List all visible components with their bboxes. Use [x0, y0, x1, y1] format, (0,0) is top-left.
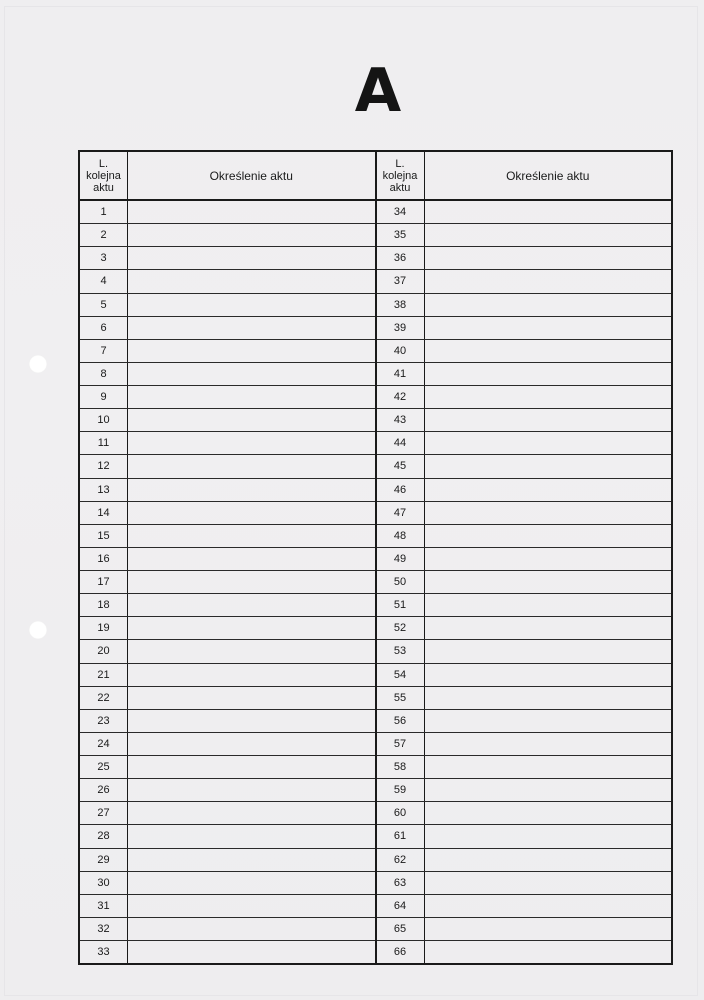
entry-number-cell	[80, 409, 128, 431]
entry-number-cell	[80, 479, 128, 501]
entry-description-field[interactable]	[425, 479, 672, 501]
table-row	[80, 317, 375, 340]
entry-description-field[interactable]	[425, 664, 672, 686]
header-description-cell	[425, 152, 672, 199]
entry-description-field[interactable]	[425, 895, 672, 917]
entry-number: 58	[393, 761, 407, 774]
entry-number-cell	[377, 363, 425, 385]
entry-number: 44	[393, 437, 407, 450]
table-row	[80, 918, 375, 941]
entry-number-cell	[377, 825, 425, 847]
entry-number-cell	[377, 802, 425, 824]
rows-left	[80, 201, 375, 963]
table-row	[80, 525, 375, 548]
table-row	[377, 872, 672, 895]
entry-number-cell	[377, 756, 425, 778]
entry-number: 25	[97, 761, 110, 774]
entry-number: 64	[393, 899, 407, 912]
register-left-half	[80, 152, 377, 963]
entry-description-field[interactable]	[425, 594, 672, 616]
entry-number: 66	[393, 946, 407, 959]
entry-number-cell	[377, 224, 425, 246]
table-row	[80, 779, 375, 802]
entry-description-field[interactable]	[425, 872, 672, 894]
entry-number: 59	[393, 784, 407, 797]
entry-number: 56	[393, 714, 407, 727]
entry-number-cell	[80, 224, 128, 246]
entry-number-cell	[377, 640, 425, 662]
entry-number-cell	[377, 479, 425, 501]
entry-number-cell	[80, 872, 128, 894]
entry-description-field[interactable]	[425, 502, 672, 524]
entry-number: 12	[97, 460, 110, 473]
table-row	[377, 270, 672, 293]
entry-description-field[interactable]	[425, 825, 672, 847]
header-description-cell	[128, 152, 375, 199]
entry-description-field[interactable]	[425, 455, 672, 477]
entry-description-field[interactable]	[128, 363, 375, 385]
entry-number: 48	[393, 529, 407, 542]
entry-number-cell	[80, 802, 128, 824]
entry-number-cell	[80, 340, 128, 362]
entry-description-field[interactable]	[425, 687, 672, 709]
table-row	[377, 756, 672, 779]
entry-description-field[interactable]	[128, 941, 375, 963]
table-row	[377, 340, 672, 363]
entry-number-cell	[377, 548, 425, 570]
entry-description-field[interactable]	[128, 872, 375, 894]
table-row	[80, 386, 375, 409]
entry-number: 33	[97, 946, 110, 959]
entry-description-field[interactable]	[425, 340, 672, 362]
entry-number: 16	[97, 552, 110, 565]
table-row	[80, 247, 375, 270]
entry-description-field[interactable]	[425, 363, 672, 385]
entry-description-field[interactable]	[425, 756, 672, 778]
entry-number-cell	[377, 340, 425, 362]
table-row	[80, 687, 375, 710]
table-row	[377, 247, 672, 270]
entry-number-cell	[377, 201, 425, 223]
entry-description-field[interactable]	[425, 779, 672, 801]
table-row	[377, 201, 672, 224]
header-row-right	[377, 152, 672, 201]
entry-number-cell	[377, 941, 425, 963]
entry-number-cell	[377, 687, 425, 709]
entry-description-field[interactable]	[128, 224, 375, 246]
header-row-left	[80, 152, 375, 201]
table-row	[377, 895, 672, 918]
register-right-half	[377, 152, 672, 963]
entry-number-cell	[80, 432, 128, 454]
entry-description-field[interactable]	[128, 664, 375, 686]
entry-number: 29	[97, 853, 110, 866]
entry-description-field[interactable]	[425, 386, 672, 408]
entry-number: 28	[97, 830, 110, 843]
entry-description-field[interactable]	[425, 317, 672, 339]
entry-number: 8	[100, 367, 107, 380]
entry-description-field[interactable]	[128, 825, 375, 847]
table-row	[377, 502, 672, 525]
table-row	[377, 432, 672, 455]
table-row	[377, 941, 672, 963]
entry-number: 7	[100, 344, 107, 357]
entry-number-cell	[80, 918, 128, 940]
entry-number-cell	[80, 525, 128, 547]
entry-number: 38	[393, 298, 407, 311]
entry-number: 18	[97, 599, 110, 612]
entry-number: 6	[100, 321, 107, 334]
entry-number: 32	[97, 922, 110, 935]
entry-number: 23	[97, 714, 110, 727]
table-row	[377, 294, 672, 317]
table-row	[377, 525, 672, 548]
entry-description-field[interactable]	[128, 455, 375, 477]
entry-number: 49	[393, 552, 407, 565]
entry-number-cell	[80, 386, 128, 408]
table-row	[377, 571, 672, 594]
entry-number-cell	[80, 687, 128, 709]
entry-number-cell	[377, 918, 425, 940]
entry-number: 4	[100, 275, 107, 288]
entry-description-field[interactable]	[128, 479, 375, 501]
entry-description-field[interactable]	[128, 594, 375, 616]
entry-description-field[interactable]	[425, 571, 672, 593]
entry-number: 51	[393, 599, 407, 612]
entry-number-cell	[80, 317, 128, 339]
entry-description-field[interactable]	[425, 247, 672, 269]
entry-description-field[interactable]	[425, 918, 672, 940]
entry-number-cell	[377, 664, 425, 686]
entry-number: 60	[393, 807, 407, 820]
table-row	[377, 779, 672, 802]
entry-description-field[interactable]	[425, 640, 672, 662]
entry-description-field[interactable]	[425, 432, 672, 454]
entry-number-cell	[80, 941, 128, 963]
entry-description-field[interactable]	[128, 432, 375, 454]
table-row	[80, 363, 375, 386]
entry-description-field[interactable]	[128, 340, 375, 362]
entry-number-cell	[80, 363, 128, 385]
entry-number-cell	[80, 617, 128, 639]
punch-hole-bottom	[29, 621, 47, 639]
rows-right	[377, 201, 672, 963]
entry-number: 50	[393, 576, 407, 589]
entry-number-cell	[377, 895, 425, 917]
table-row	[377, 594, 672, 617]
entry-description-field[interactable]	[128, 317, 375, 339]
entry-number-cell	[377, 317, 425, 339]
table-row	[80, 664, 375, 687]
table-row	[80, 502, 375, 525]
table-row	[80, 594, 375, 617]
entry-description-field[interactable]	[128, 270, 375, 292]
entry-number: 43	[393, 414, 407, 427]
entry-number: 45	[393, 460, 407, 473]
entry-number: 20	[97, 645, 110, 658]
entry-description-field[interactable]	[128, 918, 375, 940]
table-row	[377, 849, 672, 872]
table-row	[80, 825, 375, 848]
entry-number-cell	[377, 710, 425, 732]
entry-description-field[interactable]	[128, 247, 375, 269]
table-row	[80, 409, 375, 432]
table-row	[80, 548, 375, 571]
entry-number: 9	[100, 391, 107, 404]
entry-number: 27	[97, 807, 110, 820]
entry-number: 26	[97, 784, 110, 797]
entry-description-field[interactable]	[425, 294, 672, 316]
entry-number: 11	[97, 437, 110, 450]
entry-description-field[interactable]	[128, 502, 375, 524]
entry-description-field[interactable]	[128, 640, 375, 662]
entry-description-field[interactable]	[128, 617, 375, 639]
entry-number: 46	[393, 483, 407, 496]
table-row	[377, 687, 672, 710]
entry-number: 62	[393, 853, 407, 866]
entry-description-field[interactable]	[425, 802, 672, 824]
table-row	[377, 317, 672, 340]
entry-number: 41	[393, 367, 407, 380]
entry-number-cell	[80, 455, 128, 477]
entry-number-cell	[80, 548, 128, 570]
entry-number: 10	[97, 414, 110, 427]
table-row	[377, 224, 672, 247]
entry-number: 52	[393, 622, 407, 635]
table-row	[377, 617, 672, 640]
entry-number-cell	[377, 247, 425, 269]
table-row	[80, 802, 375, 825]
entry-description-field[interactable]	[128, 756, 375, 778]
table-row	[80, 895, 375, 918]
entry-number: 31	[97, 899, 110, 912]
entry-number-cell	[377, 294, 425, 316]
entry-number: 39	[393, 321, 407, 334]
entry-description-field[interactable]	[128, 849, 375, 871]
entry-number: 47	[393, 506, 407, 519]
header-number-label: L. kolejna aktu	[86, 157, 121, 194]
entry-number-cell	[377, 571, 425, 593]
table-row	[377, 802, 672, 825]
entry-number-cell	[377, 502, 425, 524]
entry-number-cell	[80, 640, 128, 662]
table-row	[377, 548, 672, 571]
entry-number: 30	[97, 876, 110, 889]
entry-description-field[interactable]	[128, 895, 375, 917]
entry-number: 54	[393, 668, 407, 681]
entry-number-cell	[377, 455, 425, 477]
entry-number: 21	[97, 668, 110, 681]
entry-description-field[interactable]	[128, 409, 375, 431]
entry-description-field[interactable]	[425, 270, 672, 292]
entry-number-cell	[80, 779, 128, 801]
entry-description-field[interactable]	[425, 617, 672, 639]
entry-description-field[interactable]	[425, 548, 672, 570]
entry-description-field[interactable]	[128, 710, 375, 732]
table-row	[80, 733, 375, 756]
register-table	[78, 150, 673, 965]
entry-number: 55	[393, 691, 407, 704]
entry-number-cell	[80, 294, 128, 316]
table-row	[377, 733, 672, 756]
entry-number: 1	[100, 206, 107, 219]
entry-number: 63	[393, 876, 407, 889]
entry-description-field[interactable]	[128, 548, 375, 570]
entry-number-cell	[80, 594, 128, 616]
entry-number-cell	[80, 733, 128, 755]
entry-description-field[interactable]	[425, 941, 672, 963]
punch-hole-top	[29, 355, 47, 373]
table-row	[80, 432, 375, 455]
entry-number: 15	[97, 529, 110, 542]
entry-description-field[interactable]	[128, 386, 375, 408]
table-row	[80, 294, 375, 317]
entry-number: 36	[393, 252, 407, 265]
entry-description-field[interactable]	[128, 294, 375, 316]
entry-description-field[interactable]	[128, 779, 375, 801]
entry-number: 34	[393, 206, 407, 219]
entry-number-cell	[377, 409, 425, 431]
entry-number: 65	[393, 922, 407, 935]
entry-description-field[interactable]	[128, 802, 375, 824]
entry-number-cell	[377, 733, 425, 755]
table-row	[377, 455, 672, 478]
entry-description-field[interactable]	[128, 525, 375, 547]
table-row	[377, 363, 672, 386]
entry-number-cell	[80, 710, 128, 732]
entry-number: 61	[393, 830, 407, 843]
entry-description-field[interactable]	[128, 687, 375, 709]
entry-number-cell	[377, 617, 425, 639]
entry-number: 13	[97, 483, 110, 496]
table-row	[80, 479, 375, 502]
table-row	[80, 710, 375, 733]
table-row	[377, 479, 672, 502]
entry-number: 17	[97, 576, 110, 589]
table-row	[80, 571, 375, 594]
entry-number: 22	[97, 691, 110, 704]
entry-description-field[interactable]	[128, 201, 375, 223]
table-row	[377, 918, 672, 941]
entry-description-field[interactable]	[128, 571, 375, 593]
entry-number-cell	[80, 664, 128, 686]
entry-description-field[interactable]	[425, 224, 672, 246]
table-row	[80, 640, 375, 663]
entry-number: 14	[97, 506, 110, 519]
entry-number: 42	[393, 391, 407, 404]
entry-description-field[interactable]	[425, 710, 672, 732]
entry-number-cell	[80, 571, 128, 593]
entry-number-cell	[80, 502, 128, 524]
table-row	[80, 849, 375, 872]
entry-number-cell	[80, 895, 128, 917]
entry-number-cell	[377, 849, 425, 871]
entry-number: 53	[393, 645, 407, 658]
entry-description-field[interactable]	[425, 849, 672, 871]
index-letter: A	[354, 56, 402, 126]
table-row	[377, 710, 672, 733]
header-number-cell	[80, 152, 128, 199]
table-row	[80, 617, 375, 640]
table-row	[377, 825, 672, 848]
table-row	[80, 455, 375, 478]
entry-number: 57	[393, 737, 407, 750]
entry-description-field[interactable]	[425, 409, 672, 431]
table-row	[80, 201, 375, 224]
entry-number-cell	[80, 270, 128, 292]
entry-number-cell	[80, 247, 128, 269]
entry-number-cell	[80, 756, 128, 778]
table-row	[377, 386, 672, 409]
table-row	[377, 409, 672, 432]
entry-number-cell	[377, 270, 425, 292]
entry-number-cell	[377, 594, 425, 616]
entry-number: 5	[100, 298, 107, 311]
entry-number: 2	[100, 229, 107, 242]
table-row	[80, 340, 375, 363]
header-number-cell	[377, 152, 425, 199]
header-description-label: Określenie aktu	[209, 168, 293, 183]
entry-number: 40	[393, 344, 407, 357]
entry-number: 35	[393, 229, 407, 242]
table-row	[80, 224, 375, 247]
entry-description-field[interactable]	[425, 201, 672, 223]
table-row	[377, 664, 672, 687]
table-row	[80, 270, 375, 293]
entry-number-cell	[80, 201, 128, 223]
entry-number-cell	[80, 849, 128, 871]
table-row	[377, 640, 672, 663]
header-number-label: L. kolejna aktu	[382, 157, 418, 194]
table-row	[80, 941, 375, 963]
entry-description-field[interactable]	[425, 525, 672, 547]
entry-number-cell	[377, 432, 425, 454]
entry-number: 3	[100, 252, 107, 265]
entry-number-cell	[377, 386, 425, 408]
entry-number-cell	[377, 525, 425, 547]
header-description-label: Określenie aktu	[506, 168, 590, 183]
entry-description-field[interactable]	[128, 733, 375, 755]
table-row	[80, 756, 375, 779]
entry-number: 37	[393, 275, 407, 288]
entry-description-field[interactable]	[425, 733, 672, 755]
entry-number-cell	[377, 872, 425, 894]
table-row	[80, 872, 375, 895]
entry-number-cell	[377, 779, 425, 801]
entry-number: 19	[97, 622, 110, 635]
entry-number: 24	[97, 737, 110, 750]
entry-number-cell	[80, 825, 128, 847]
